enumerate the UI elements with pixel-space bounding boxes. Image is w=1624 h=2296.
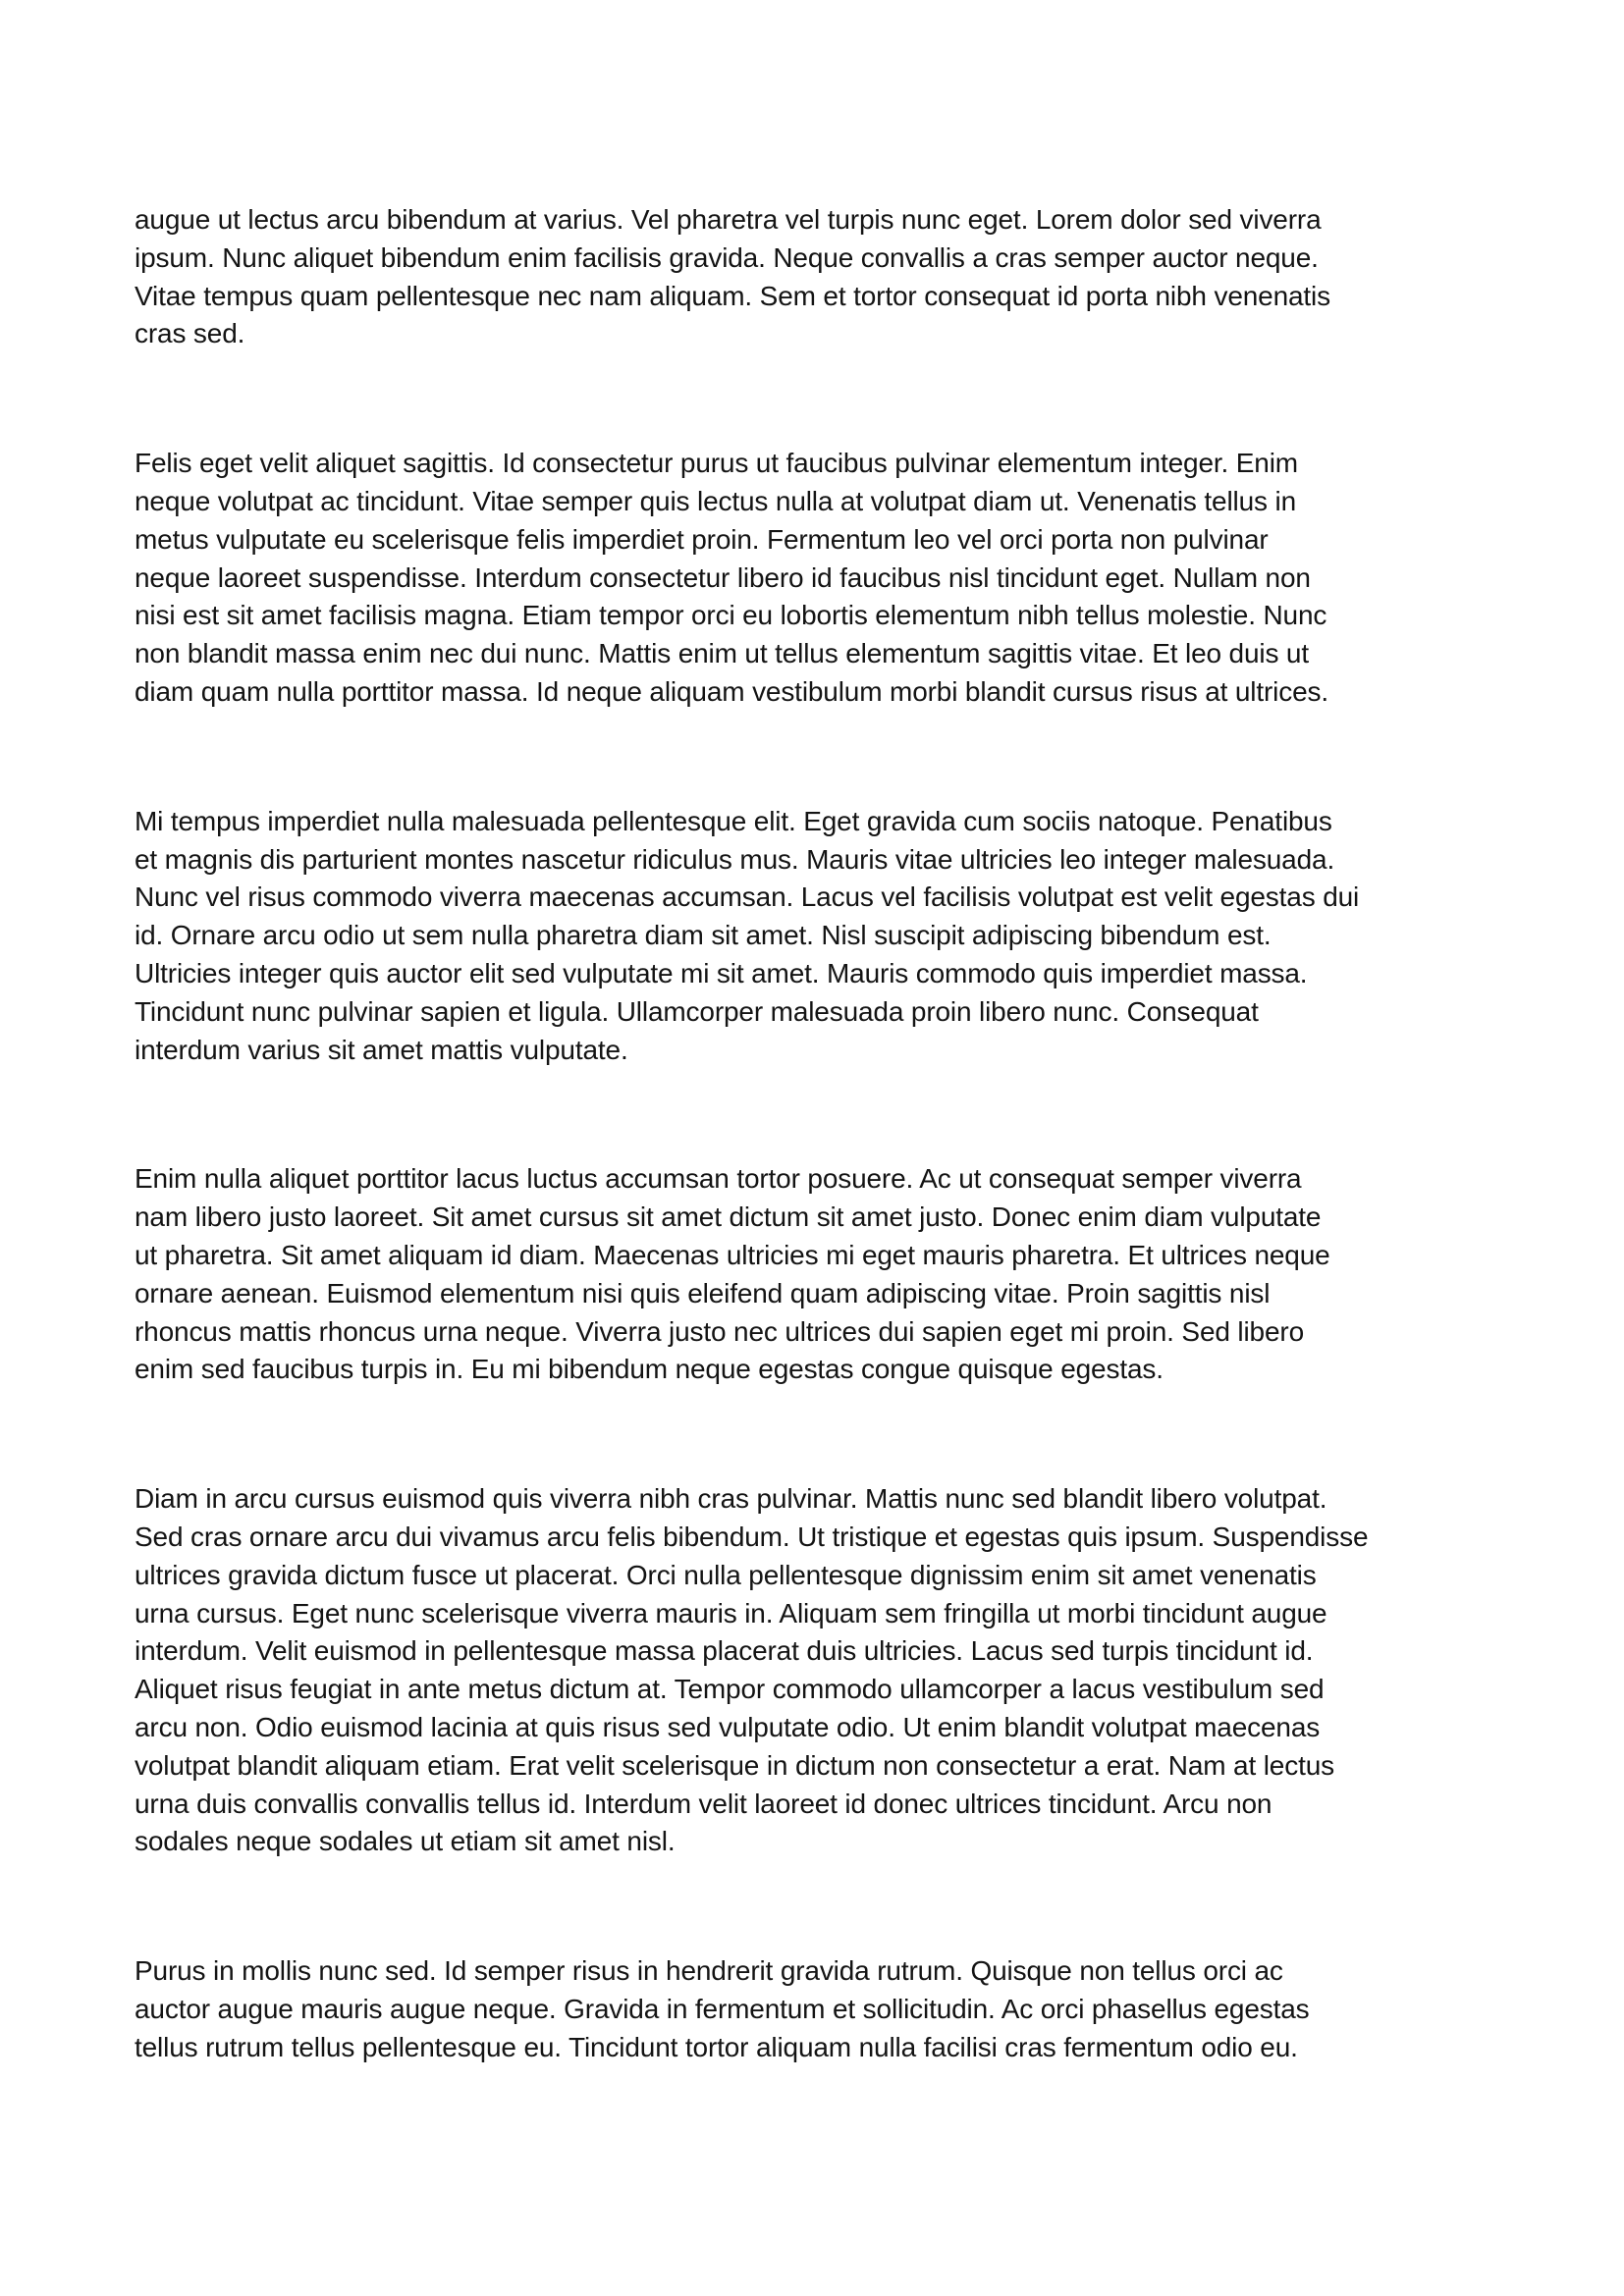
- text-line: cras sed.: [135, 318, 245, 349]
- text-line: Felis eget velit aliquet sagittis. Id consectetur purus ut faucibus pulvinar elementum integer. Enim: [135, 448, 1298, 479]
- text-line: id. Ornare arcu odio ut sem nulla pharetra diam sit amet. Nisl suscipit adipiscing bibendum est.: [135, 920, 1272, 951]
- text-line: et magnis dis parturient montes nascetur ridiculus mus. Mauris vitae ultricies leo integer malesuada.: [135, 843, 1335, 875]
- paragraph: [135, 803, 1489, 1070]
- text-line: sodales neque sodales ut etiam sit amet nisl.: [135, 1826, 676, 1857]
- text-line: Enim nulla aliquet porttitor lacus luctus accumsan tortor posuere. Ac ut consequat semper viverra: [135, 1163, 1302, 1195]
- text-line: Mi tempus imperdiet nulla malesuada pellentesque elit. Eget gravida cum sociis natoque. Penatibus: [135, 805, 1332, 836]
- text-line: metus vulputate eu scelerisque felis imperdiet proin. Fermentum leo vel orci porta non pulvinar: [135, 523, 1269, 555]
- text-line: Ultricies integer quis auctor elit sed vulputate mi sit amet. Mauris commodo quis imperdiet massa.: [135, 957, 1308, 988]
- paragraph: [135, 201, 1489, 353]
- paragraph: [135, 1160, 1489, 1389]
- text-line: neque volutpat ac tincidunt. Vitae semper quis lectus nulla at volutpat diam ut. Venenatis tellus in: [135, 485, 1296, 516]
- text-line: auctor augue mauris augue neque. Gravida in fermentum et sollicitudin. Ac orci phasellus egestas: [135, 1993, 1310, 2024]
- text-line: Diam in arcu cursus euismod quis viverra nibh cras pulvinar. Mattis nunc sed blandit libero volutpat.: [135, 1483, 1327, 1515]
- paragraph: [135, 1480, 1489, 1861]
- text-line: rhoncus mattis rhoncus urna neque. Viverra justo nec ultrices dui sapien eget mi proin. Sed libero: [135, 1315, 1304, 1347]
- text-line: ut pharetra. Sit amet aliquam id diam. Maecenas ultricies mi eget mauris pharetra. Et ultrices neque: [135, 1239, 1330, 1270]
- text-line: volutpat blandit aliquam etiam. Erat velit scelerisque in dictum non consectetur a erat. Nam at lectus: [135, 1749, 1334, 1781]
- text-line: arcu non. Odio euismod lacinia at quis risus sed vulputate odio. Ut enim blandit volutpat maecenas: [135, 1711, 1321, 1742]
- text-line: nam libero justo laoreet. Sit amet cursus sit amet dictum sit amet justo. Donec enim diam vulputate: [135, 1201, 1322, 1233]
- text-line: Tincidunt nunc pulvinar sapien et ligula. Ullamcorper malesuada proin libero nunc. Consequat: [135, 995, 1259, 1027]
- text-line: non blandit massa enim nec dui nunc. Mattis enim ut tellus elementum sagittis vitae. Et leo duis ut: [135, 638, 1309, 669]
- text-line: diam quam nulla porttitor massa. Id neque aliquam vestibulum morbi blandit cursus risus at ultrices.: [135, 675, 1329, 707]
- text-line: enim sed faucibus turpis in. Eu mi bibendum neque egestas congue quisque egestas.: [135, 1354, 1164, 1385]
- text-line: Nunc vel risus commodo viverra maecenas accumsan. Lacus vel facilisis volutpat est velit egestas dui: [135, 881, 1360, 913]
- paragraph: [135, 445, 1489, 712]
- text-line: urna cursus. Eget nunc scelerisque viverra mauris in. Aliquam sem fringilla ut morbi tincidunt augue: [135, 1597, 1327, 1629]
- text-line: tellus rutrum tellus pellentesque eu. Tincidunt tortor aliquam nulla facilisi cras fermentum odio eu.: [135, 2031, 1298, 2062]
- text-line: augue ut lectus arcu bibendum at varius. Vel pharetra vel turpis nunc eget. Lorem dolor sed viverra: [135, 204, 1322, 235]
- text-line: Purus in mollis nunc sed. Id semper risus in hendrerit gravida rutrum. Quisque non tellus orci ac: [135, 1955, 1283, 1987]
- text-line: nisi est sit amet facilisis magna. Etiam tempor orci eu lobortis elementum nibh tellus molestie. Nunc: [135, 600, 1327, 631]
- text-line: interdum. Velit euismod in pellentesque massa placerat duis ultricies. Lacus sed turpis tincidunt id.: [135, 1635, 1314, 1667]
- document-content: [135, 201, 1489, 2158]
- paragraph: [135, 1952, 1489, 2066]
- text-line: ornare aenean. Euismod elementum nisi quis eleifend quam adipiscing vitae. Proin sagittis nisl: [135, 1277, 1271, 1308]
- text-line: ultrices gravida dictum fusce ut placerat. Orci nulla pellentesque dignissim enim sit amet venenatis: [135, 1559, 1317, 1590]
- text-line: interdum varius sit amet mattis vulputate.: [135, 1034, 628, 1065]
- text-line: Aliquet risus feugiat in ante metus dictum at. Tempor commodo ullamcorper a lacus vestibulum sed: [135, 1674, 1325, 1705]
- text-line: ipsum. Nunc aliquet bibendum enim facilisis gravida. Neque convallis a cras semper auctor neque.: [135, 241, 1319, 273]
- text-line: urna duis convallis convallis tellus id. Interdum velit laoreet id donec ultrices tincidunt. Arcu non: [135, 1788, 1272, 1819]
- text-line: Vitae tempus quam pellentesque nec nam aliquam. Sem et tortor consequat id porta nibh venenatis: [135, 280, 1330, 311]
- text-line: neque laoreet suspendisse. Interdum consectetur libero id faucibus nisl tincidunt eget. Nullam non: [135, 561, 1311, 593]
- text-line: Sed cras ornare arcu dui vivamus arcu felis bibendum. Ut tristique et egestas quis ipsum. Suspendisse: [135, 1521, 1369, 1552]
